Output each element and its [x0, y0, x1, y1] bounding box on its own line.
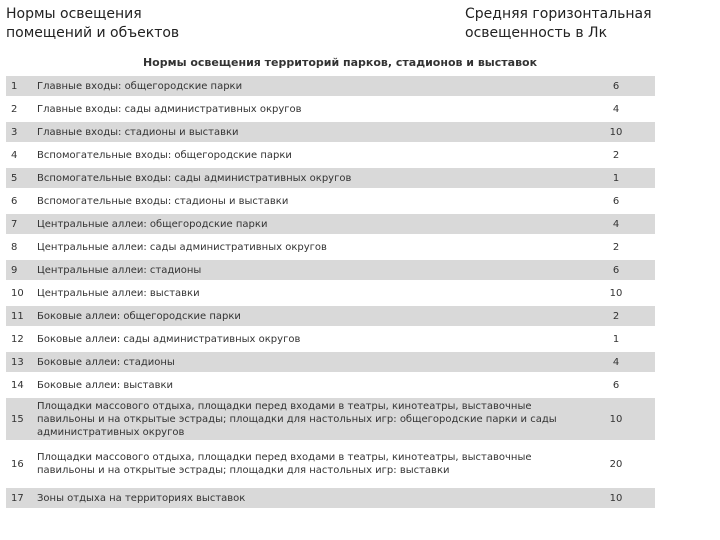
row-number: 6 [6, 191, 37, 211]
row-description: Центральные аллеи: общегородские парки [37, 214, 577, 234]
table-row [6, 99, 655, 119]
header-right-line2: освещенность в Лк [465, 25, 608, 41]
table-row [6, 443, 655, 485]
row-number: 13 [6, 352, 37, 372]
row-description: Вспомогательные входы: общегородские парки [37, 145, 577, 165]
row-description: Площадки массового отдыха, площадки перед входами в театры, кинотеатры, выставочные павильоны и на открытые эстрады; площадки для настольных игр: выставки [37, 443, 577, 485]
table-row [6, 122, 655, 142]
row-description: Боковые аллеи: общегородские парки [37, 306, 577, 326]
row-number: 11 [6, 306, 37, 326]
row-description: Вспомогательные входы: стадионы и выставки [37, 191, 577, 211]
row-number: 7 [6, 214, 37, 234]
row-lux-value: 2 [577, 306, 655, 326]
header-right [465, 5, 715, 43]
row-description: Центральные аллеи: сады административных округов [37, 237, 577, 257]
table-title: Нормы освещения территорий парков, стадионов и выставок [142, 56, 538, 69]
table-row [6, 214, 655, 234]
row-description: Боковые аллеи: стадионы [37, 352, 577, 372]
row-number: 17 [6, 488, 37, 508]
row-lux-value: 2 [577, 237, 655, 257]
table-row [6, 237, 655, 257]
table-row [6, 168, 655, 188]
row-description: Вспомогательные входы: сады административных округов [37, 168, 577, 188]
row-number: 12 [6, 329, 37, 349]
table-row [6, 329, 655, 349]
table-row [6, 145, 655, 165]
row-lux-value: 10 [577, 488, 655, 508]
row-number: 8 [6, 237, 37, 257]
row-lux-value: 20 [577, 443, 655, 485]
table-row [6, 352, 655, 372]
row-lux-value: 10 [577, 283, 655, 303]
row-lux-value: 10 [577, 398, 655, 440]
row-description: Центральные аллеи: стадионы [37, 260, 577, 280]
row-lux-value: 2 [577, 145, 655, 165]
table-row [6, 260, 655, 280]
lighting-norms-table [6, 73, 655, 511]
row-lux-value: 4 [577, 214, 655, 234]
header-left [6, 5, 246, 43]
table-row [6, 488, 655, 508]
row-number: 10 [6, 283, 37, 303]
row-number: 14 [6, 375, 37, 395]
table-row [6, 191, 655, 211]
row-number: 9 [6, 260, 37, 280]
header-right-line1: Средняя горизонтальная [465, 6, 652, 22]
table-row [6, 283, 655, 303]
row-description: Главные входы: сады административных округов [37, 99, 577, 119]
row-description: Боковые аллеи: выставки [37, 375, 577, 395]
row-number: 16 [6, 443, 37, 485]
row-lux-value: 6 [577, 260, 655, 280]
row-description: Зоны отдыха на территориях выставок [37, 488, 577, 508]
row-description: Главные входы: общегородские парки [37, 76, 577, 96]
table-row [6, 398, 655, 440]
row-number: 15 [6, 398, 37, 440]
row-description: Боковые аллеи: сады административных округов [37, 329, 577, 349]
row-lux-value: 10 [577, 122, 655, 142]
header-left-line2: помещений и объектов [6, 25, 180, 41]
row-number: 1 [6, 76, 37, 96]
row-lux-value: 6 [577, 191, 655, 211]
row-description: Центральные аллеи: выставки [37, 283, 577, 303]
row-description: Площадки массового отдыха, площадки перед входами в театры, кинотеатры, выставочные павильоны и на открытые эстрады; площадки для настольных игр: общегородские парки и сады административных округов [37, 398, 577, 440]
row-lux-value: 6 [577, 76, 655, 96]
row-lux-value: 6 [577, 375, 655, 395]
row-number: 2 [6, 99, 37, 119]
table-row [6, 375, 655, 395]
row-lux-value: 1 [577, 329, 655, 349]
row-number: 5 [6, 168, 37, 188]
table-row [6, 76, 655, 96]
row-number: 4 [6, 145, 37, 165]
row-lux-value: 4 [577, 99, 655, 119]
header-left-line1: Нормы освещения [6, 6, 142, 22]
row-description: Главные входы: стадионы и выставки [37, 122, 577, 142]
row-lux-value: 4 [577, 352, 655, 372]
row-number: 3 [6, 122, 37, 142]
table-row [6, 306, 655, 326]
row-lux-value: 1 [577, 168, 655, 188]
